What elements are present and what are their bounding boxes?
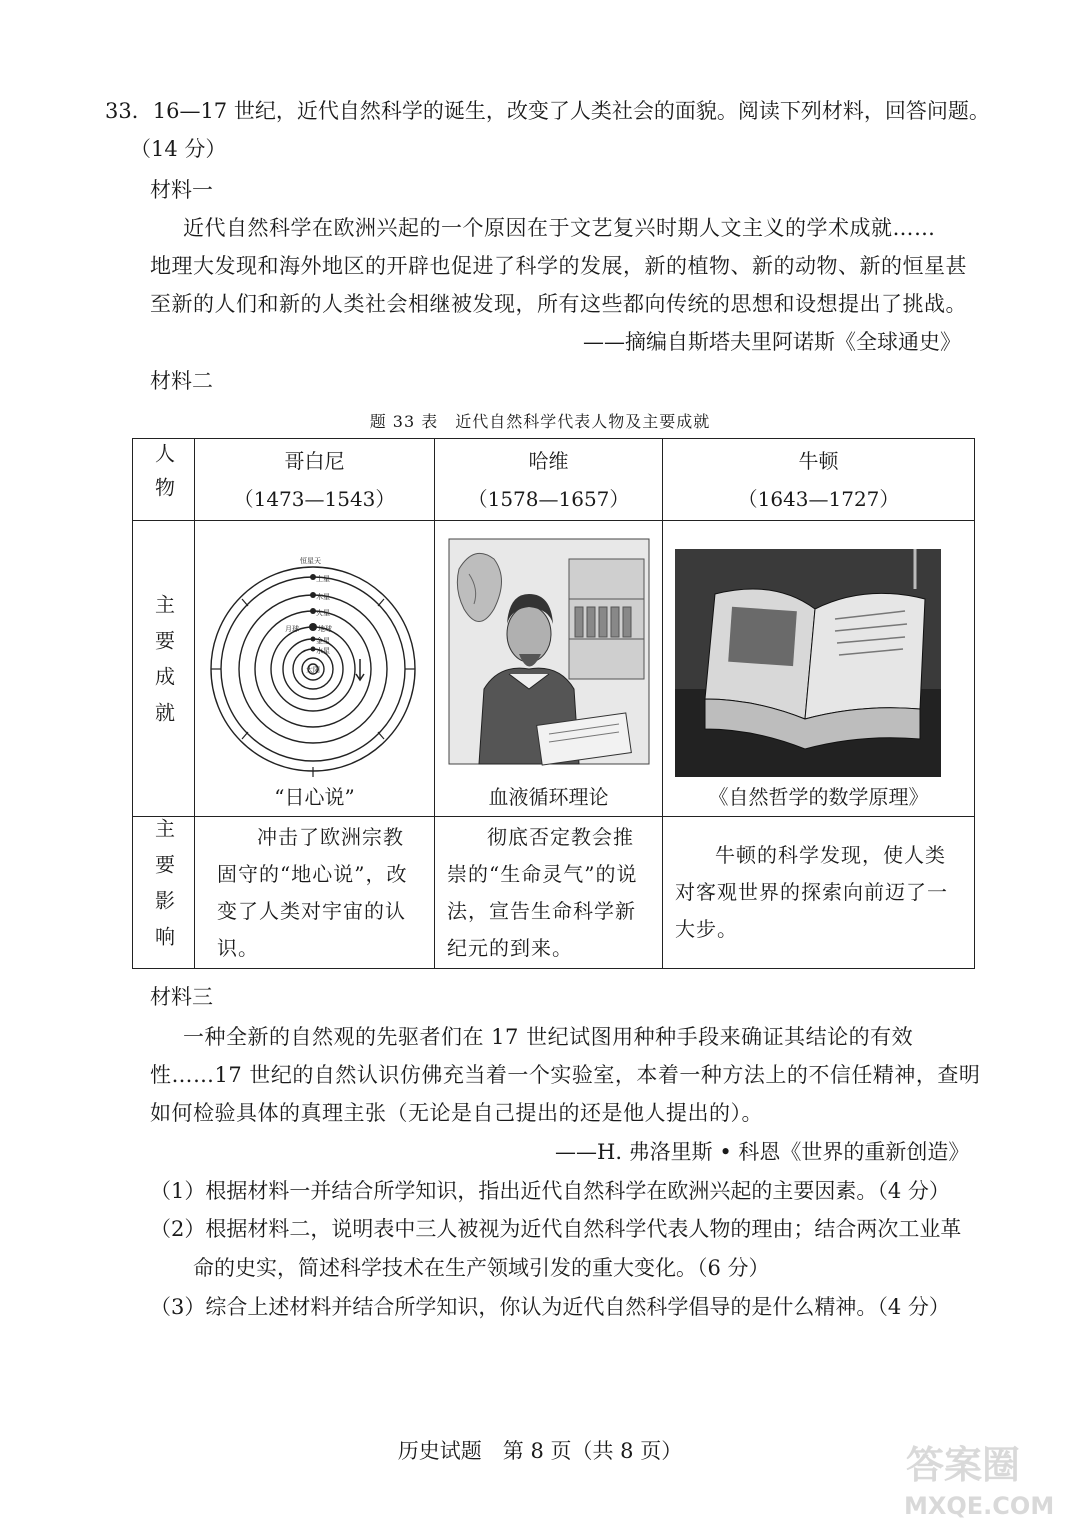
scientists-table <box>132 438 975 969</box>
table-row <box>133 817 975 969</box>
material3-line: 性……17 世纪的自然认识仿佛充当着一个实验室，本着一种方法上的不信任精神，查明 <box>150 1063 981 1087</box>
table-row <box>133 521 975 817</box>
harvey-portrait-image <box>449 539 649 764</box>
row-label-achievement: 主要成就 <box>133 521 195 817</box>
heliocentric-diagram <box>200 529 430 779</box>
person-name: 牛顿 <box>798 448 839 473</box>
svg-text:金星: 金星 <box>316 637 330 645</box>
table-caption: 题 33 表 近代自然科学代表人物及主要成就 <box>369 412 711 431</box>
person-years: （1578—1657） <box>467 486 630 511</box>
svg-text:MXQE.COM: MXQE.COM <box>904 1492 1055 1520</box>
table-row <box>133 439 975 521</box>
question-heading: 33．16—17 世纪，近代自然科学的诞生，改变了人类社会的面貌。阅读下列材料，回答问题。 <box>105 99 990 123</box>
material3-line: 如何检验具体的真理主张（无论是自己提出的还是他人提出的）。 <box>150 1101 763 1125</box>
achievement-label: “日心说” <box>274 785 355 809</box>
question-score: （14 分） <box>130 137 227 161</box>
impact-copernicus: 冲击了欧洲宗教固守的“地心说”，改变了人类对宇宙的认识。 <box>195 817 435 969</box>
material3-heading: 材料三 <box>150 985 213 1009</box>
material1-line: 近代自然科学在欧洲兴起的一个原因在于文艺复兴时期人文主义的学术成就…… <box>183 216 936 240</box>
svg-text:木星: 木星 <box>316 593 330 601</box>
svg-text:答案圈: 答案圈 <box>906 1443 1021 1487</box>
watermark-logo <box>898 1428 1055 1523</box>
harvey-cell <box>435 521 663 817</box>
heliocentric-cell <box>195 521 435 817</box>
svg-text:恒星天: 恒星天 <box>300 557 321 565</box>
person-copernicus <box>195 439 435 521</box>
impact-harvey: 彻底否定教会推崇的“生命灵气”的说法，宣告生命科学新纪元的到来。 <box>435 817 663 969</box>
svg-text:太阳: 太阳 <box>306 666 320 674</box>
subquestion-2: （2）根据材料二，说明表中三人被视为近代自然科学代表人物的理由；结合两次工业革 <box>150 1217 962 1241</box>
achievement-label: 血液循环理论 <box>488 785 609 809</box>
impact-newton: 牛顿的科学发现，使人类对客观世界的探索向前迈了一大步。 <box>663 817 975 969</box>
material2-heading: 材料二 <box>150 369 213 393</box>
achievement-label: 《自然哲学的数学原理》 <box>708 785 929 809</box>
page-footer: 历史试题 第 8 页（共 8 页） <box>397 1439 683 1463</box>
person-name: 哈维 <box>528 448 569 473</box>
svg-text:火星: 火星 <box>316 609 330 617</box>
principia-book-image <box>675 549 941 777</box>
svg-text:地球: 地球 <box>318 625 332 633</box>
material1-line: 地理大发现和海外地区的开辟也促进了科学的发展，新的植物、新的动物、新的恒星甚 <box>150 254 967 278</box>
material3-source: ——H. 弗洛里斯 • 科恩《世界的重新创造》 <box>555 1140 970 1164</box>
person-harvey <box>435 439 663 521</box>
svg-text:土星: 土星 <box>316 575 330 583</box>
material1-line: 至新的人们和新的人类社会相继被发现，所有这些都向传统的思想和设想提出了挑战。 <box>150 292 967 316</box>
svg-text:月球: 月球 <box>285 625 299 633</box>
material1-source: ——摘编自斯塔夫里阿诺斯《全球通史》 <box>583 330 961 354</box>
subquestion-2-cont: 命的史实，简述科学技术在生产领域引发的重大变化。（6 分） <box>193 1256 770 1280</box>
row-label-impact: 主要影响 <box>133 817 195 969</box>
person-years: （1643—1727） <box>737 486 900 511</box>
row-label-person: 人物 <box>133 439 195 521</box>
subquestion-3: （3）综合上述材料并结合所学知识，你认为近代自然科学倡导的是什么精神。（4 分） <box>150 1295 950 1319</box>
person-newton <box>663 439 975 521</box>
newton-cell <box>663 521 975 817</box>
material3-line: 一种全新的自然观的先驱者们在 17 世纪试图用种种手段来确证其结论的有效 <box>183 1025 914 1049</box>
person-years: （1473—1543） <box>233 486 396 511</box>
subquestion-1: （1）根据材料一并结合所学知识，指出近代自然科学在欧洲兴起的主要因素。（4 分） <box>150 1179 950 1203</box>
person-name: 哥白尼 <box>284 448 345 473</box>
svg-text:水星: 水星 <box>316 647 330 655</box>
material1-heading: 材料一 <box>150 178 213 202</box>
